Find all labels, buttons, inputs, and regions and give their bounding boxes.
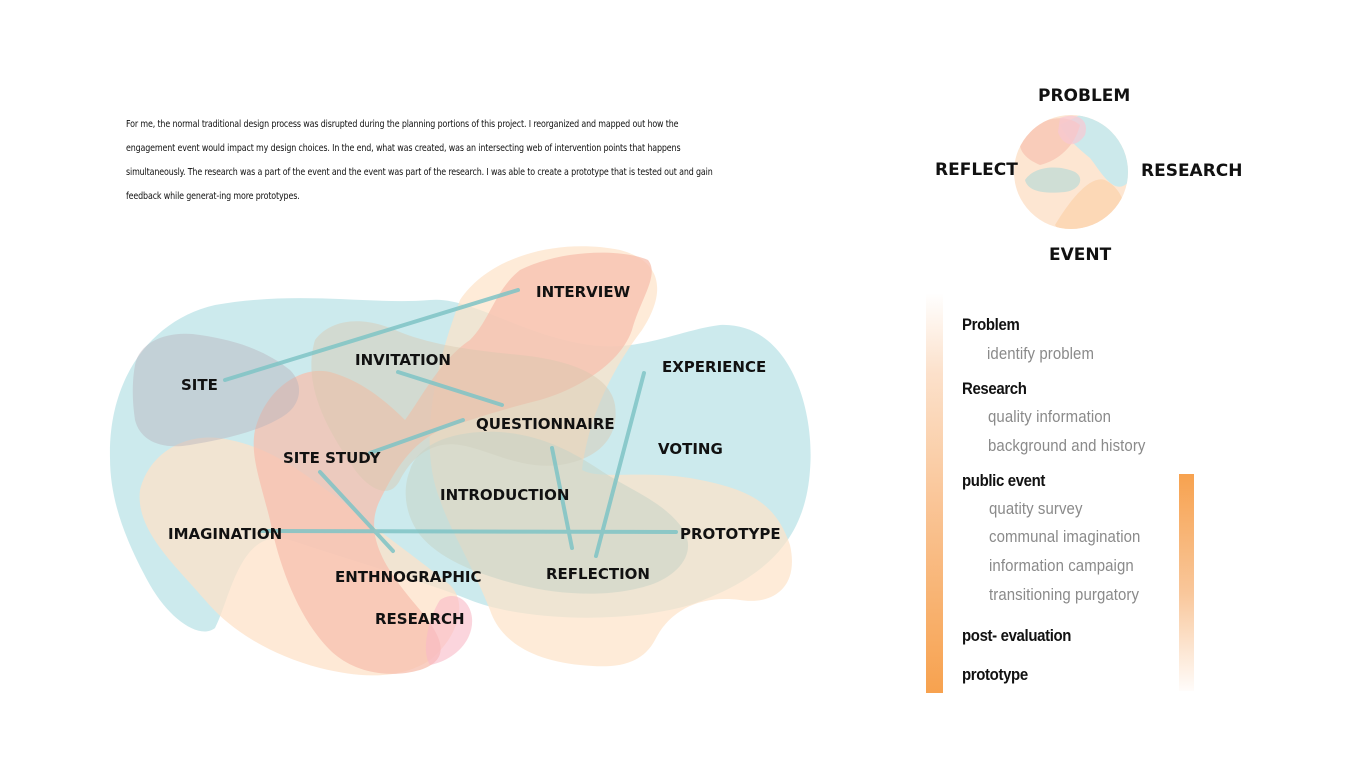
label-interview: INTERVIEW	[536, 283, 631, 301]
label-ethnographic: ENTHNOGRAPHIC	[335, 568, 482, 586]
label-research: RESEARCH	[375, 610, 465, 628]
cycle-label-reflect: REFLECT	[935, 160, 1018, 180]
link-imagination-prototype	[262, 531, 676, 532]
label-questionnaire: QUESTIONNAIRE	[476, 415, 615, 433]
label-site: SITE	[181, 376, 218, 394]
legend-gradient-bar-left	[926, 293, 943, 693]
cycle-label-event: EVENT	[1049, 245, 1112, 265]
process-cycle	[935, 86, 1243, 265]
label-experience: EXPERIENCE	[662, 358, 767, 376]
cycle-circle	[1014, 115, 1130, 232]
legend-item-transitioning-purgatory: transitioning purgatory	[989, 585, 1140, 604]
legend-gradient-bar-right	[1179, 474, 1194, 691]
legend-heading-public-event: public event	[962, 471, 1046, 490]
legend-item-background-history: background and history	[988, 436, 1146, 455]
cycle-label-problem: PROBLEM	[1038, 86, 1131, 106]
label-prototype: PROTOTYPE	[680, 525, 781, 543]
legend-item-quatity-survey: quatity survey	[989, 499, 1083, 518]
legend-item-communal-imagination: communal imagination	[989, 527, 1141, 546]
label-introduction: INTRODUCTION	[440, 486, 570, 504]
legend-heading-research: Research	[962, 379, 1027, 398]
legend-item-information-campaign: information campaign	[989, 556, 1134, 575]
cycle-label-research: RESEARCH	[1141, 161, 1243, 181]
label-imagination: IMAGINATION	[168, 525, 283, 543]
legend-heading-prototype: prototype	[962, 665, 1028, 684]
legend-item-quality-information: quality information	[988, 407, 1112, 426]
label-voting: VOTING	[658, 440, 723, 458]
label-site-study: SITE STUDY	[283, 449, 381, 467]
intro-paragraph: For me, the normal traditional design process was disrupted during the planning portions of this project. I reorganized and mapped out how the engagement event would impact my design choices. In the end, what was created, was an intersecting web of intervention points that happens simultaneously. The research was a part of the event and the event was part of the research. I was able to create a prototype that is tested out and gain feedback while generat-ing more prototypes.	[126, 119, 713, 202]
legend-item-identify-problem: identify problem	[987, 344, 1095, 363]
legend-heading-problem: Problem	[962, 315, 1020, 334]
legend-heading-post-evaluation: post- evaluation	[962, 626, 1072, 645]
label-reflection: REFLECTION	[546, 565, 650, 583]
label-invitation: INVITATION	[355, 351, 451, 369]
